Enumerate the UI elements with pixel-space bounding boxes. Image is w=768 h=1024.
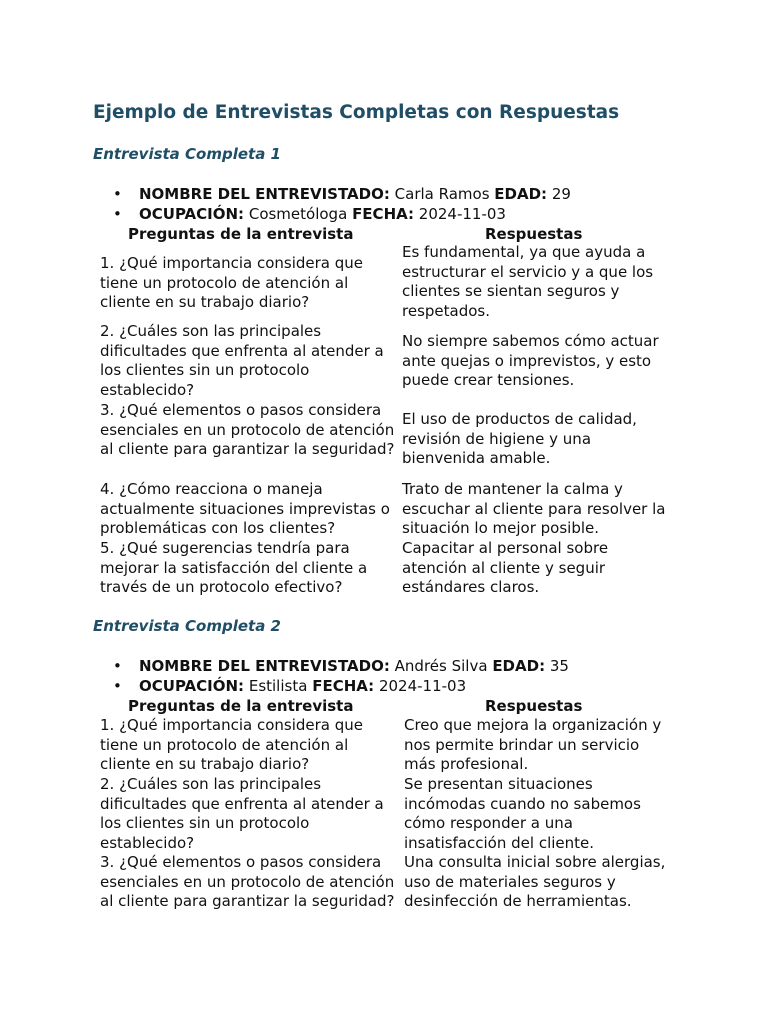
interview-1-answers-header: Respuestas <box>485 225 583 243</box>
bullet: • <box>113 657 122 675</box>
interview-1-answer-1: Es fundamental, ya que ayuda a estructurar el servicio y a que los clientes se sientan seguros y respetados. <box>402 243 654 321</box>
interview-1-questions-header: Preguntas de la entrevista <box>128 225 354 243</box>
document-title: Ejemplo de Entrevistas Completas con Respuestas <box>93 102 620 123</box>
interview-1-heading: Entrevista Completa 1 <box>93 145 281 163</box>
interview-2-name-age <box>113 656 569 676</box>
interview-1-answer-2: No siempre sabemos cómo actuar ante quejas o imprevistos, y esto puede crear tensiones. <box>402 332 659 390</box>
name-label: NOMBRE DEL ENTREVISTADO: <box>139 185 390 203</box>
interview-1-question-3: 3. ¿Qué elementos o pasos considera esenciales en un protocolo de atención al cliente para garantizar la seguridad? <box>100 401 395 459</box>
interview-2-answer-2: Se presentan situaciones incómodas cuando no sabemos cómo responder a una insatisfacción del cliente. <box>404 775 641 853</box>
interview-2-heading: Entrevista Completa 2 <box>93 617 281 635</box>
interview-1-question-5: 5. ¿Qué sugerencias tendría para mejorar la satisfacción del cliente a través de un protocolo efectivo? <box>100 539 368 597</box>
date-value: 2024-11-03 <box>378 677 467 695</box>
interview-2-answers-header: Respuestas <box>485 697 583 715</box>
occupation-value: Estilista <box>248 677 308 695</box>
name-value: Andrés Silva <box>394 657 488 675</box>
interview-1-answer-5: Capacitar al personal sobre atención al cliente y seguir estándares claros. <box>402 539 609 597</box>
occupation-value: Cosmetóloga <box>248 205 348 223</box>
interview-2-answer-1: Creo que mejora la organización y nos permite brindar un servicio más profesional. <box>404 716 662 774</box>
age-label: EDAD: <box>492 657 546 675</box>
interview-2-questions-header: Preguntas de la entrevista <box>128 697 354 715</box>
age-label: EDAD: <box>494 185 548 203</box>
occupation-label: OCUPACIÓN: <box>139 677 245 695</box>
interview-1-name-age <box>113 184 571 204</box>
interview-1-question-4: 4. ¿Cómo reacciona o maneja actualmente situaciones imprevistas o problemáticas con los clientes? <box>100 480 390 538</box>
interview-1-occupation-date <box>113 204 571 224</box>
bullet: • <box>113 185 122 203</box>
interview-1-answer-4: Trato de mantener la calma y escuchar al cliente para resolver la situación lo mejor posible. <box>402 480 666 538</box>
interview-2-details <box>113 656 569 696</box>
date-label: FECHA: <box>312 677 375 695</box>
bullet: • <box>113 205 122 223</box>
name-value: Carla Ramos <box>394 185 490 203</box>
interview-2-question-3: 3. ¿Qué elementos o pasos considera esenciales en un protocolo de atención al cliente para garantizar la seguridad? <box>100 853 395 911</box>
interview-2-answer-3: Una consulta inicial sobre alergias, uso de materiales seguros y desinfección de herramientas. <box>404 853 666 911</box>
date-value: 2024-11-03 <box>418 205 506 223</box>
interview-1-details <box>113 184 571 224</box>
bullet: • <box>113 677 122 695</box>
interview-2-question-2: 2. ¿Cuáles son las principales dificultades que enfrenta al atender a los clientes sin un protocolo establecido? <box>100 775 384 853</box>
interview-2-occupation-date <box>113 676 569 696</box>
interview-1-question-2: 2. ¿Cuáles son las principales dificultades que enfrenta al atender a los clientes sin un protocolo establecido? <box>100 322 384 400</box>
date-label: FECHA: <box>352 205 415 223</box>
interview-1-question-1: 1. ¿Qué importancia considera que tiene un protocolo de atención al cliente en su trabajo diario? <box>100 254 363 312</box>
name-label: NOMBRE DEL ENTREVISTADO: <box>139 657 390 675</box>
age-value: 35 <box>549 657 569 675</box>
interview-1-answer-3: El uso de productos de calidad, revisión de higiene y una bienvenida amable. <box>402 410 637 468</box>
interview-2-question-1: 1. ¿Qué importancia considera que tiene un protocolo de atención al cliente en su trabajo diario? <box>100 716 363 774</box>
occupation-label: OCUPACIÓN: <box>139 205 245 223</box>
age-value: 29 <box>551 185 571 203</box>
